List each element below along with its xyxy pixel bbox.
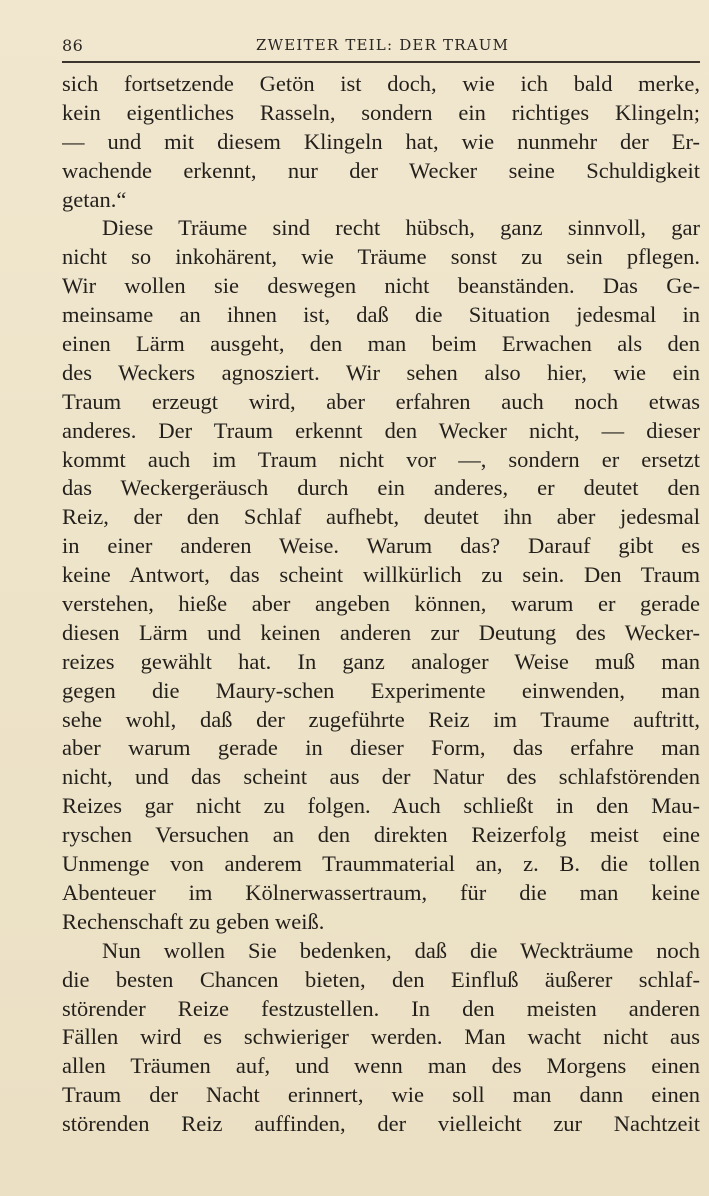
text-line: störenden Reiz auffinden, der vielleicht zur Nachtzeit xyxy=(62,1111,700,1137)
text-line: Fällen wird es schwieriger werden. Man wacht nicht aus xyxy=(62,1024,700,1050)
text-line: kommt auch im Traum nicht vor —, sondern er ersetzt xyxy=(62,446,700,472)
page-number: 86 xyxy=(62,36,84,55)
text-line: wachende erkennt, nur der Wecker seine Schuldigkeit xyxy=(62,157,700,183)
text-line: einen Lärm ausgeht, den man beim Erwachen als den xyxy=(62,331,700,357)
text-line: Rechenschaft zu geben weiß. xyxy=(62,908,325,934)
text-line: Reiz, der den Schlaf aufhebt, deutet ihn aber jedesmal xyxy=(62,504,700,530)
text-line: Diese Träume sind recht hübsch, ganz sinnvoll, gar xyxy=(102,215,700,241)
page-header xyxy=(62,36,702,60)
text-line: nicht, und das scheint aus der Natur des schlafstörenden xyxy=(62,764,700,790)
text-line: ryschen Versuchen an den direkten Reizerfolg meist eine xyxy=(62,822,700,848)
text-line: Wir wollen sie deswegen nicht beanständen. Das Ge- xyxy=(62,273,700,299)
text-line: gegen die Maury-schen Experimente einwenden, man xyxy=(62,677,700,703)
text-line: Abenteuer im Kölnerwassertraum, für die man keine xyxy=(62,879,700,905)
header-rule xyxy=(62,61,700,63)
text-line: kein eigentliches Rasseln, sondern ein richtiges Klingeln; xyxy=(62,99,700,125)
text-line: Unmenge von anderem Traummaterial an, z. B. die tollen xyxy=(62,851,700,877)
text-line: — und mit diesem Klingeln hat, wie nunmehr der Er- xyxy=(62,128,700,154)
text-line: des Weckers agnosziert. Wir sehen also hier, wie ein xyxy=(62,359,700,385)
text-line: meinsame an ihnen ist, daß die Situation jedesmal in xyxy=(62,302,700,328)
text-line: getan.“ xyxy=(62,186,127,212)
text-line: sehe wohl, daß der zugeführte Reiz im Traume auftritt, xyxy=(62,706,700,732)
text-line: reizes gewählt hat. In ganz analoger Weise muß man xyxy=(62,648,700,674)
text-line: Reizes gar nicht zu folgen. Auch schließt in den Mau- xyxy=(62,793,700,819)
text-line: störender Reize festzustellen. In den meisten anderen xyxy=(62,995,700,1021)
text-line: anderes. Der Traum erkennt den Wecker nicht, — dieser xyxy=(62,417,700,443)
text-line: Traum erzeugt wird, aber erfahren auch noch etwas xyxy=(62,388,700,414)
text-line: das Weckergeräusch durch ein anderes, er deutet den xyxy=(62,475,700,501)
running-head: ZWEITER TEIL: DER TRAUM xyxy=(256,36,510,54)
text-line: Nun wollen Sie bedenken, daß die Weckträume noch xyxy=(102,937,700,963)
text-line: diesen Lärm und keinen anderen zur Deutung des Wecker- xyxy=(62,619,700,645)
text-line: keine Antwort, das scheint willkürlich zu sein. Den Traum xyxy=(62,562,700,588)
text-line: in einer anderen Weise. Warum das? Darauf gibt es xyxy=(62,533,700,559)
text-line: Traum der Nacht erinnert, wie soll man dann einen xyxy=(62,1082,700,1108)
text-line: allen Träumen auf, und wenn man des Morgens einen xyxy=(62,1053,700,1079)
text-line: die besten Chancen bieten, den Einfluß äußerer schlaf- xyxy=(62,966,700,992)
body-text xyxy=(62,70,700,1139)
text-line: sich fortsetzende Getön ist doch, wie ich bald merke, xyxy=(62,71,700,96)
text-line: nicht so inkohärent, wie Träume sonst zu sein pflegen. xyxy=(62,244,700,270)
text-line: verstehen, hieße aber angeben können, warum er gerade xyxy=(62,591,700,617)
text-line: aber warum gerade in dieser Form, das erfahre man xyxy=(62,735,700,761)
